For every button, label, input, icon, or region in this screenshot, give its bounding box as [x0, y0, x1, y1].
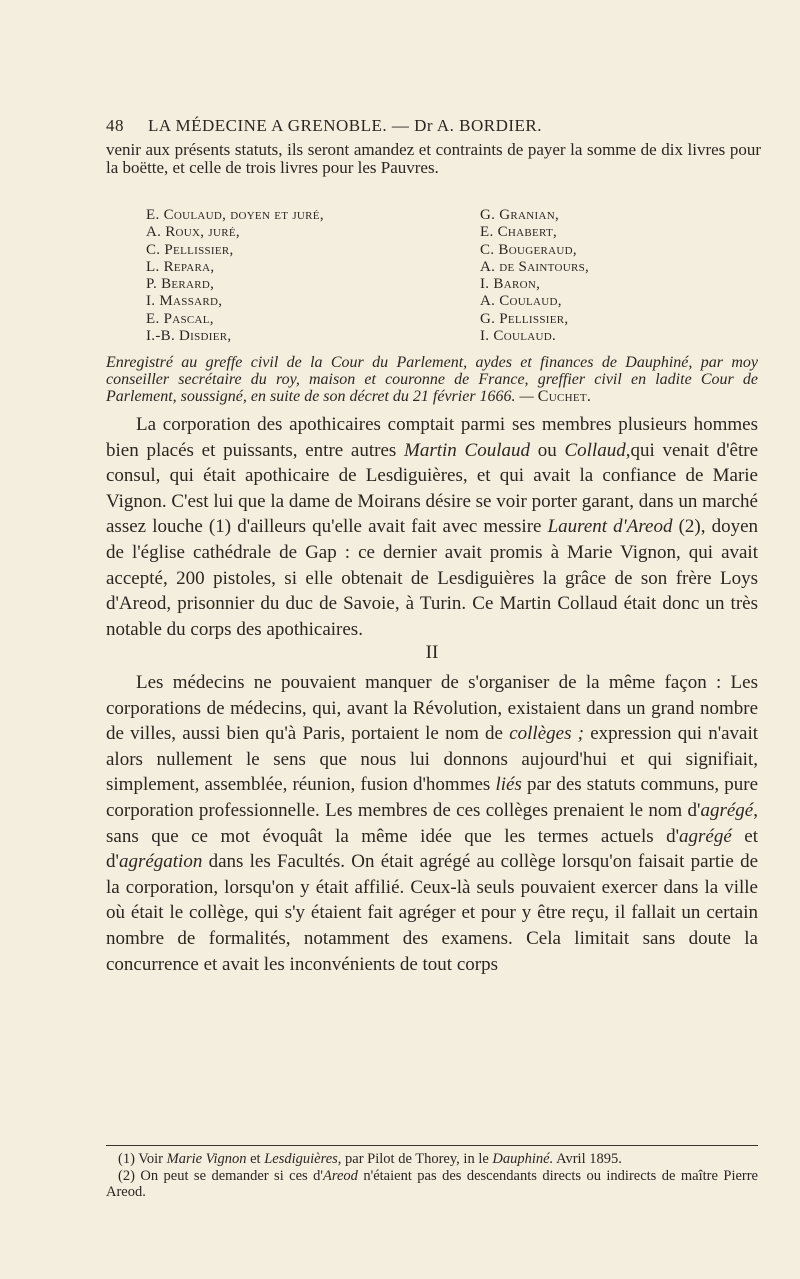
para2-term-agrege: agrégé — [700, 799, 754, 821]
signatory: L. Repara, — [146, 258, 215, 275]
signatory: C. Pellissier, — [146, 241, 234, 258]
section-number: II — [425, 642, 439, 663]
para2-term-agregation: agrégation — [118, 851, 203, 873]
para2-text-6: dans les Facultés. On était agrégé au collège lorsqu'on faisait partie de la corporation, lorsqu'on y était affilié. Ceux-là seuls pouvaient exercer dans la ville où était le collège, qui s'y étaient fait agréger et pour y être reçu, il fallait un certain nombre de formalités, notamment des examens. Cela limitait sans doute la concurrence et avait les inconvénients de tout corps — [106, 851, 758, 975]
footnote-2-rest: n'étaient pas des descendants directs ou indirects de maître Pierre Areod. — [106, 1167, 758, 1200]
footnote-2-marker: (2) On peut se demander si ces d' — [118, 1167, 323, 1184]
registration-text: Enregistré au greffe civil de la Cour du Parlement, aydes et finances de Dauphiné, par moy conseiller secrétaire du roy, maison et couronne de France, greffier civil en ladite Cour de Parlement, soussigné, en suite de son décret du 21 février 1666. — — [106, 354, 758, 405]
footnote-1-title-2: Lesdiguières — [264, 1151, 338, 1167]
para1-or: ou — [537, 439, 557, 461]
signatories-right — [480, 207, 589, 345]
para2-text-3: par des statuts communs, pure corporation professionnelle. Les membres de ces collèges prenaient le nom d' — [106, 774, 758, 821]
footnote-1-mid: et — [250, 1151, 261, 1167]
signatory: G. Granian, — [480, 207, 559, 223]
signatory: A. Roux, juré, — [146, 224, 240, 241]
signatory: C. Bougeraud, — [480, 241, 577, 258]
footnote-1-marker: (1) Voir — [118, 1151, 163, 1167]
para2-term-lies: liés — [495, 774, 522, 796]
signatory: A. de Saintours, — [480, 258, 590, 275]
signatory: I. Massard, — [146, 293, 223, 310]
para1-text-1: La corporation des apothicaires comptait parmi ses membres plusieurs hommes bien placés et puissants, entre autres — [106, 414, 758, 461]
para2-text-5: et d' — [106, 825, 758, 873]
signatory: A. Coulaud, — [480, 293, 562, 310]
para1-name-laurent: Laurent d'Areod — [547, 516, 673, 538]
signatory: I.-B. Disdier, — [146, 328, 232, 345]
footnote-1-end: Avril 1895. — [556, 1151, 622, 1167]
signatory: I. Coulaud. — [480, 328, 556, 345]
signatories-left — [146, 207, 324, 345]
footnote-1-title-1: Marie Vignon — [166, 1151, 247, 1167]
para2-term-colleges: collèges ; — [509, 723, 585, 745]
footnote-1 — [106, 1151, 758, 1168]
registration-note — [106, 354, 758, 405]
signatory: P. Berard, — [146, 276, 215, 293]
footnote-2 — [106, 1168, 758, 1201]
footnote-1-rest: , par Pilot de Thorey, in le — [337, 1151, 489, 1167]
page-number: 48 — [106, 116, 124, 135]
paragraph-apothicaires — [106, 412, 758, 642]
signatory: G. Pellissier, — [480, 310, 569, 327]
paragraph-medecins — [106, 670, 758, 977]
signatory: I. Baron, — [480, 276, 541, 293]
running-header — [106, 116, 756, 136]
para1-name-martin: Martin Coulaud — [404, 439, 530, 461]
para1-name-collaud: Collaud — [564, 439, 626, 461]
para1-text-2: ,qui venait d'être consul, qui était apothicaire de Lesdiguières, et qui avait la confiance de Marie Vignon. C'est lui que la dame de Moirans désire se voir porter garant, dans un marché assez louche (1) d'ailleurs qu'elle avait fait avec messire — [106, 439, 759, 538]
intro-text: venir aux présents statuts, ils seront amandez et contraints de payer la somme de dix livres pour la boëtte, et celle de trois livres pour les Pauvres. — [106, 140, 761, 177]
footnotes — [106, 1151, 758, 1201]
signatory: E. Coulaud, doyen et juré, — [146, 207, 324, 223]
para2-text-4: , sans que ce mot évoquât la même idée que les termes actuels d' — [106, 799, 758, 847]
signatory: E. Chabert, — [480, 224, 558, 241]
para2-text-2: expression qui n'avait alors nullement le sens que nous lui donnons aujourd'hui et qui signifiait, simplement, assemblée, réunion, fusion d'hommes — [106, 723, 759, 796]
footnote-divider — [106, 1145, 758, 1146]
running-title: LA MÉDECINE A GRENOBLE. — Dr A. BORDIER. — [148, 116, 542, 135]
para1-text-3: (2), doyen de l'église cathédrale de Gap : ce dernier avait promis à Marie Vignon, qui avait accepté, 200 pistoles, si elle obtenait de Lesdiguières la grâce de son frère Loys d'Areod, prisonnier du duc de Savoie, à Turin. Ce Martin Collaud était donc un très notable du corps des apothicaires. — [106, 516, 759, 640]
para2-text-1: Les médecins ne pouvaient manquer de s'organiser de la même façon : Les corporations de médecins, qui, avant la Révolution, existaient dans un grand nombre de villes, aussi bien qu'à Paris, portaient le nom de — [106, 672, 758, 745]
para2-term-agrege-2: agrégé — [679, 825, 732, 847]
signatory: E. Pascal, — [146, 310, 214, 327]
footnote-2-name: Areod — [323, 1167, 358, 1184]
footnote-1-title-3: Dauphiné. — [492, 1151, 554, 1167]
registration-signature: Cuchet. — [537, 388, 592, 405]
